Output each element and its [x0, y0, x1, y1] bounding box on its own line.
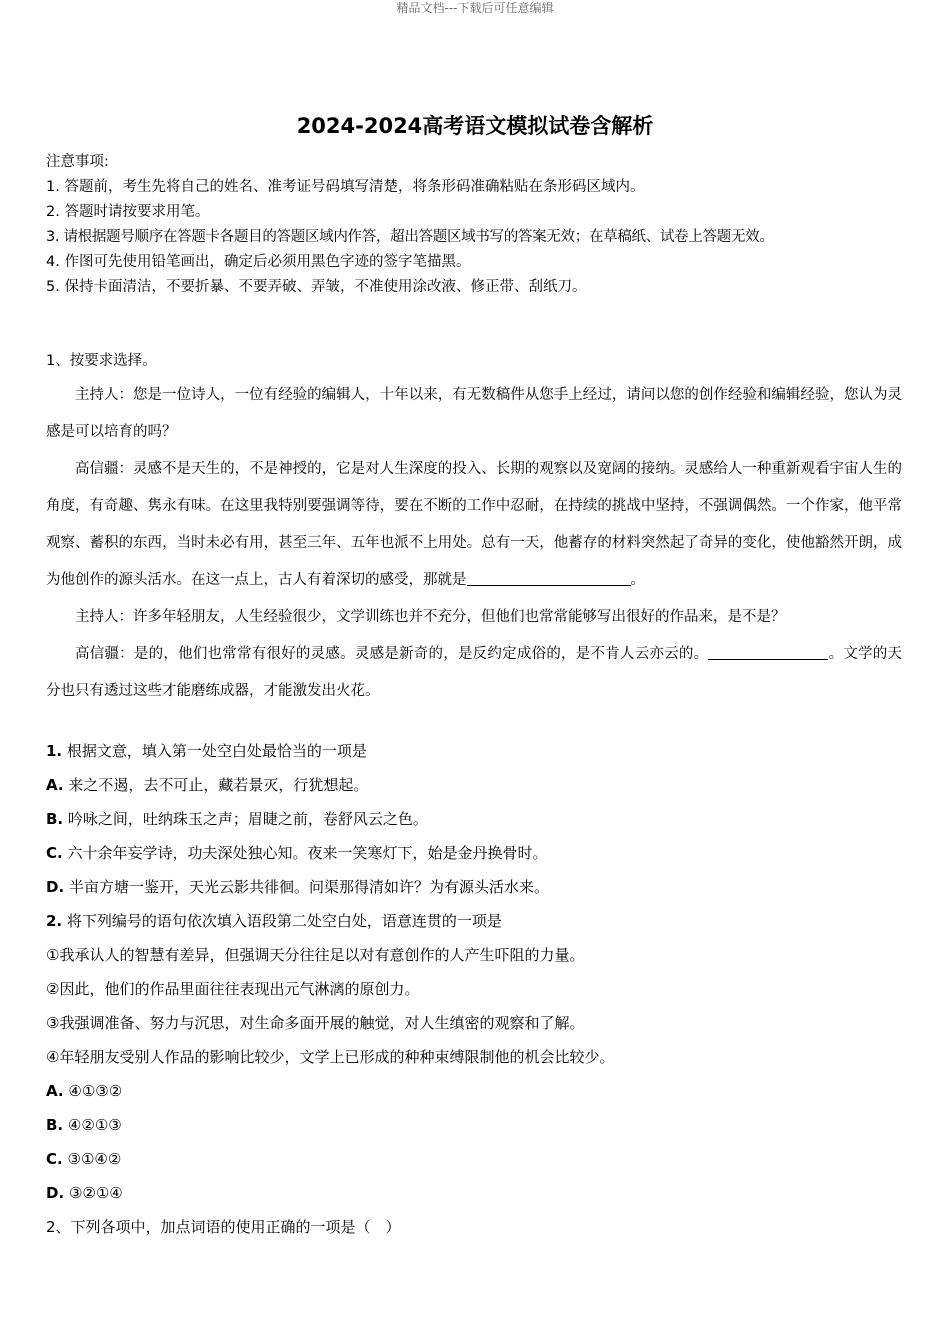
question-2-heading: 2、下列各项中，加点词语的使用正确的一项是（ ）: [46, 1218, 401, 1236]
header-note: 精品文档---下载后可任意编辑: [396, 1, 554, 15]
option-b: B. ④②①③: [46, 1116, 122, 1134]
notice-item: 3. 请根据题号顺序在答题卡各题目的答题区域内作答，超出答题区域书写的答案无效；在草稿纸、试卷上答题无效。: [46, 229, 774, 245]
option-d: D. 半亩方塘一鉴开，天光云影共徘徊。问渠那得清如许？为有源头活水来。: [46, 878, 549, 896]
passage-paragraph: 主持人：您是一位诗人，一位有经验的编辑人，十年以来，有无数稿件从您手上经过，请问以您的创作经验和编辑经验，您认为灵感是可以培育的吗？: [46, 387, 902, 440]
notice-item: 2. 答题时请按要求用笔。: [46, 204, 210, 220]
sub-question-1-stem: 1. 根据文意，填入第一处空白处最恰当的一项是: [46, 742, 367, 760]
answer-blank: [804, 643, 828, 660]
question-1-heading: 1、按要求选择。: [46, 353, 157, 369]
option-b: B. 吟咏之间，吐纳珠玉之声；眉睫之前，卷舒风云之色。: [46, 810, 428, 828]
reading-passage: [46, 377, 902, 710]
option-a: A. ④①③②: [46, 1082, 123, 1100]
answer-blank: [467, 569, 631, 586]
passage-paragraph: 高信疆：灵感不是天生的，不是神授的，它是对人生深度的投入、长期的观察以及宽阔的接纳。灵感给人一种重新观看宇宙人生的角度，有奇趣、隽永有味。在这里我特别要强调等待，要在不断的工作中忍耐，在持续的挑战中坚持，不强调偶然。一个作家，他平常观察、蓄积的东西，当时未必有用，甚至三年、五年也派不上用处。总有一天，他蓄存的材料突然起了奇异的变化，使他豁然开朗，成为他创作的源头活水。在这一点上，古人有着深切的感受，那就是 。: [46, 461, 902, 588]
notice-item: 5. 保持卡面清洁，不要折暴、不要弄破、弄皱，不准使用涂改液、修正带、刮纸刀。: [46, 279, 587, 295]
option-c: C. 六十余年妄学诗，功夫深处独心知。夜来一笑寒灯下，始是金丹换骨时。: [46, 844, 548, 862]
option-a: A. 来之不遏，去不可止，藏若景灭，行犹想起。: [46, 776, 369, 794]
passage-paragraph: 主持人：许多年轻朋友，人生经验很少，文学训练也并不充分，但他们也常常能够写出很好的作品来，是不是？: [75, 609, 786, 625]
answer-blank: [708, 643, 806, 660]
notice-item: 4. 作图可先使用铅笔画出，确定后必须用黑色字迹的签字笔描黑。: [46, 254, 471, 270]
option-d: D. ③②①④: [46, 1184, 123, 1202]
statement: ①我承认人的智慧有差异，但强调天分往往足以对有意创作的人产生吓阻的力量。: [46, 946, 585, 964]
page-title: 2024-2024高考语文模拟试卷含解析: [296, 114, 654, 138]
sub-question-2-stem: 2. 将下列编号的语句依次填入语段第二处空白处，语意连贯的一项是: [46, 912, 502, 930]
statement: ④年轻朋友受别人作品的影响比较少，文学上已形成的种种束缚限制他的机会比较少。: [46, 1048, 615, 1066]
notice-heading: 注意事项:: [46, 154, 109, 170]
statement: ③我强调准备、努力与沉思，对生命多面开展的触觉，对人生缜密的观察和了解。: [46, 1014, 585, 1032]
sub-questions: [46, 734, 916, 1244]
passage-paragraph: 高信疆：是的，他们也常常有很好的灵感。灵感是新奇的，是反约定成俗的，是不肯人云亦云的。 。文学的天分也只有透过这些才能磨练成器，才能激发出火花。: [46, 636, 902, 710]
notice-section: [46, 150, 916, 300]
notice-item: 1. 答题前，考生先将自己的姓名、准考证号码填写清楚，将条形码准确粘贴在条形码区域内。: [46, 179, 645, 195]
statement: ②因此，他们的作品里面往往表现出元气淋漓的原创力。: [46, 980, 420, 998]
option-c: C. ③①④②: [46, 1150, 122, 1168]
